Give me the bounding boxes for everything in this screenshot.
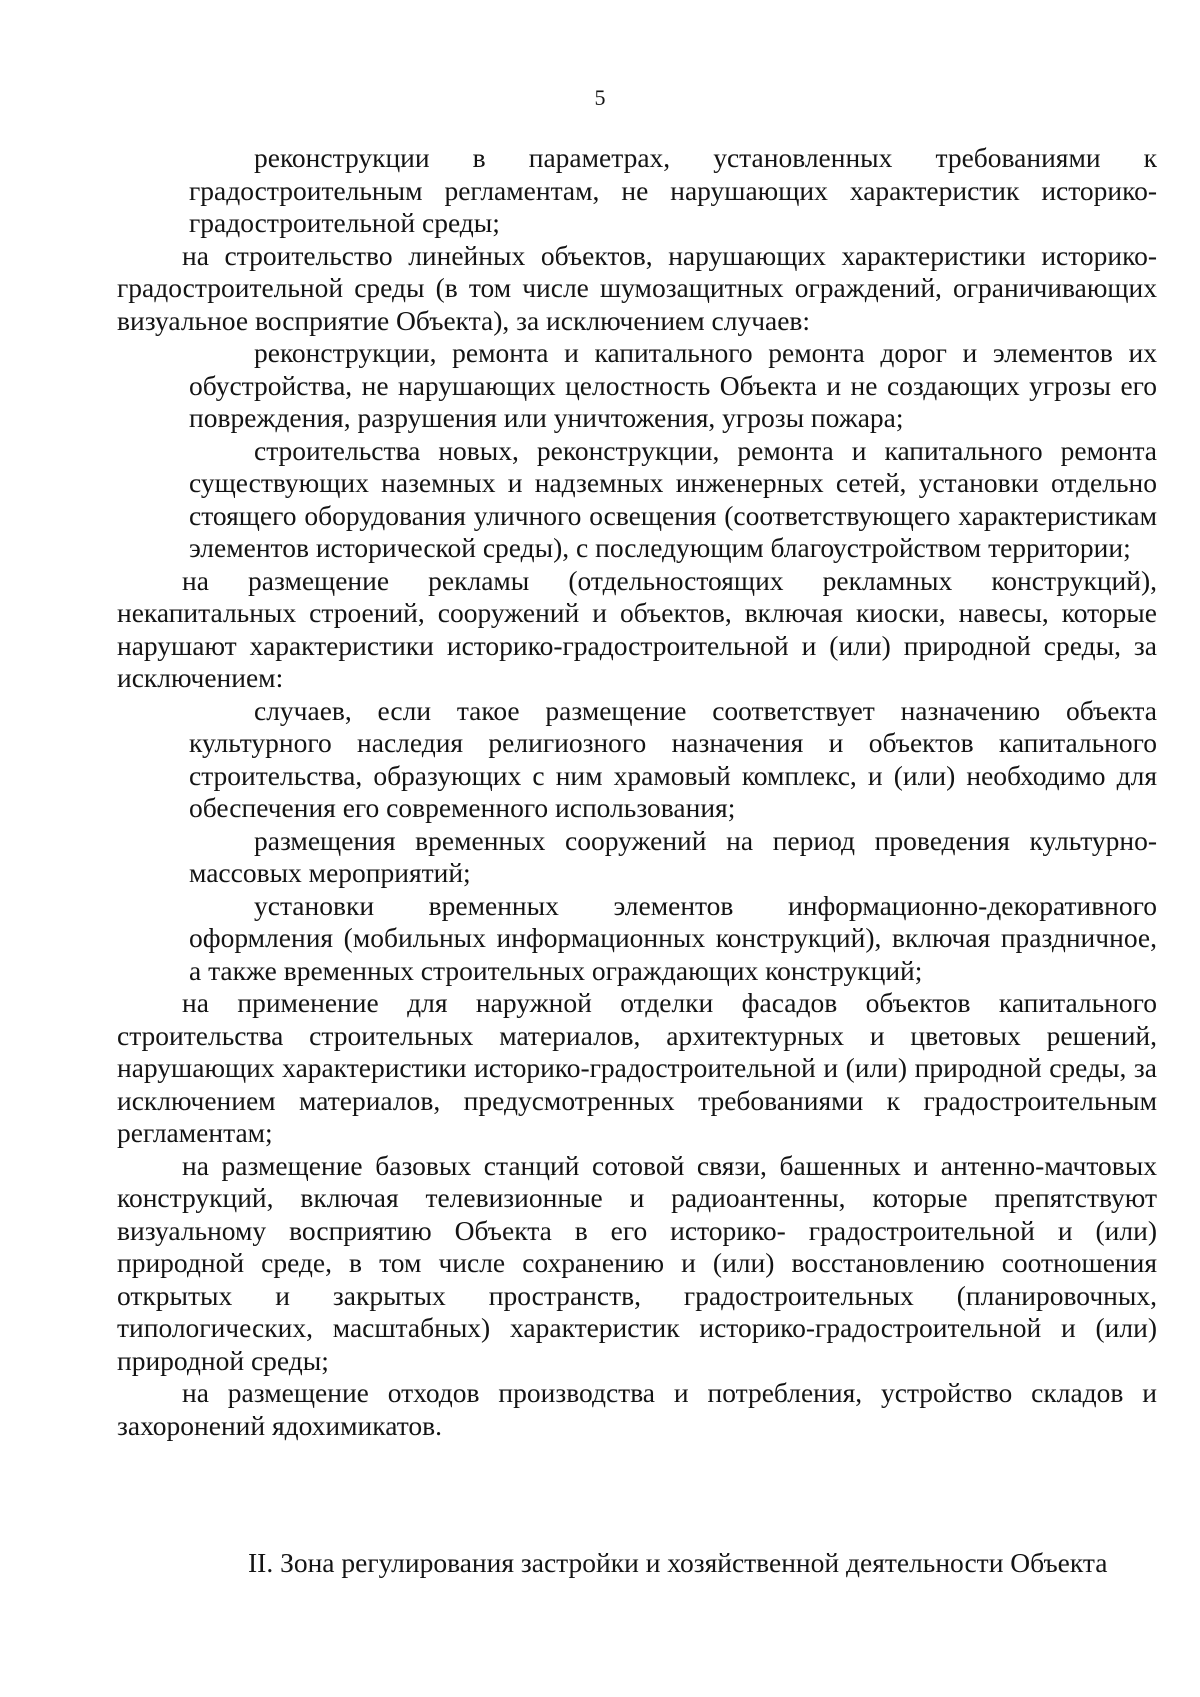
paragraph: на размещение отходов производства и потребления, устройство складов и захоронений ядохимикатов. xyxy=(117,1377,1157,1441)
paragraph: на строительство линейных объектов, нарушающих характеристики историко-градостроительной среды (в том числе шумозащитных ограждений, ограничивающих визуальное восприятие Объекта), за исключением случаев: xyxy=(117,239,1157,336)
page-number: 5 xyxy=(594,85,606,110)
paragraph: на размещение базовых станций сотовой связи, башенных и антенно-мачтовых конструкций, включая телевизионные и радиоантенны, которые препятствуют визуальному восприятию Объекта в его историко- градостроительной и (или) природной среде, в том числе сохранению и (или) восстановлению соотношения открытых и закрытых пространств, градостроительных (планировочных, типологических, масштабных) характеристик историко-градостроительной и (или) природной среды; xyxy=(117,1149,1157,1376)
paragraph: на размещение рекламы (отдельностоящих рекламных конструкций), некапитальных строений, сооружений и объектов, включая киоски, навесы, которые нарушают характеристики историко-градостроительной и (или) природной среды, за исключением: xyxy=(117,564,1157,693)
paragraph: реконструкции, ремонта и капитального ремонта дорог и элементов их обустройства, не нарушающих целостность Объекта и не создающих угрозы его повреждения, разрушения или уничтожения, угрозы пожара; xyxy=(189,337,1157,433)
paragraph: случаев, если такое размещение соответствует назначению объекта культурного наследия религиозного назначения и объектов капитального строительства, образующих с ним храмовый комплекс, и (или) необходимо для обеспечения его современного использования; xyxy=(189,694,1157,823)
paragraph: установки временных элементов информационно-декоративного оформления (мобильных информационных конструкций), включая праздничное, а также временных строительных ограждающих конструкций; xyxy=(189,889,1157,986)
paragraph: строительства новых, реконструкции, ремонта и капитального ремонта существующих наземных и надземных инженерных сетей, установки отдельно стоящего оборудования уличного освещения (соответствующего характеристикам элементов исторической среды), с последующим благоустройством территории; xyxy=(189,434,1157,563)
paragraph: реконструкции в параметрах, установленных требованиями к градостроительным регламентам, не нарушающих характеристик историко-градостроительной среды; xyxy=(189,142,1157,238)
paragraph: размещения временных сооружений на период проведения культурно-массовых мероприятий; xyxy=(189,824,1157,888)
body-text xyxy=(117,142,1157,1442)
paragraph: на применение для наружной отделки фасадов объектов капитального строительства строительных материалов, архитектурных и цветовых решений, нарушающих характеристики историко-градостроительной и (или) природной среды, за исключением материалов, предусмотренных требованиями к градостроительным регламентам; xyxy=(117,987,1157,1148)
section-heading: II. Зона регулирования застройки и хозяйственной деятельности Объекта xyxy=(248,1547,1108,1578)
